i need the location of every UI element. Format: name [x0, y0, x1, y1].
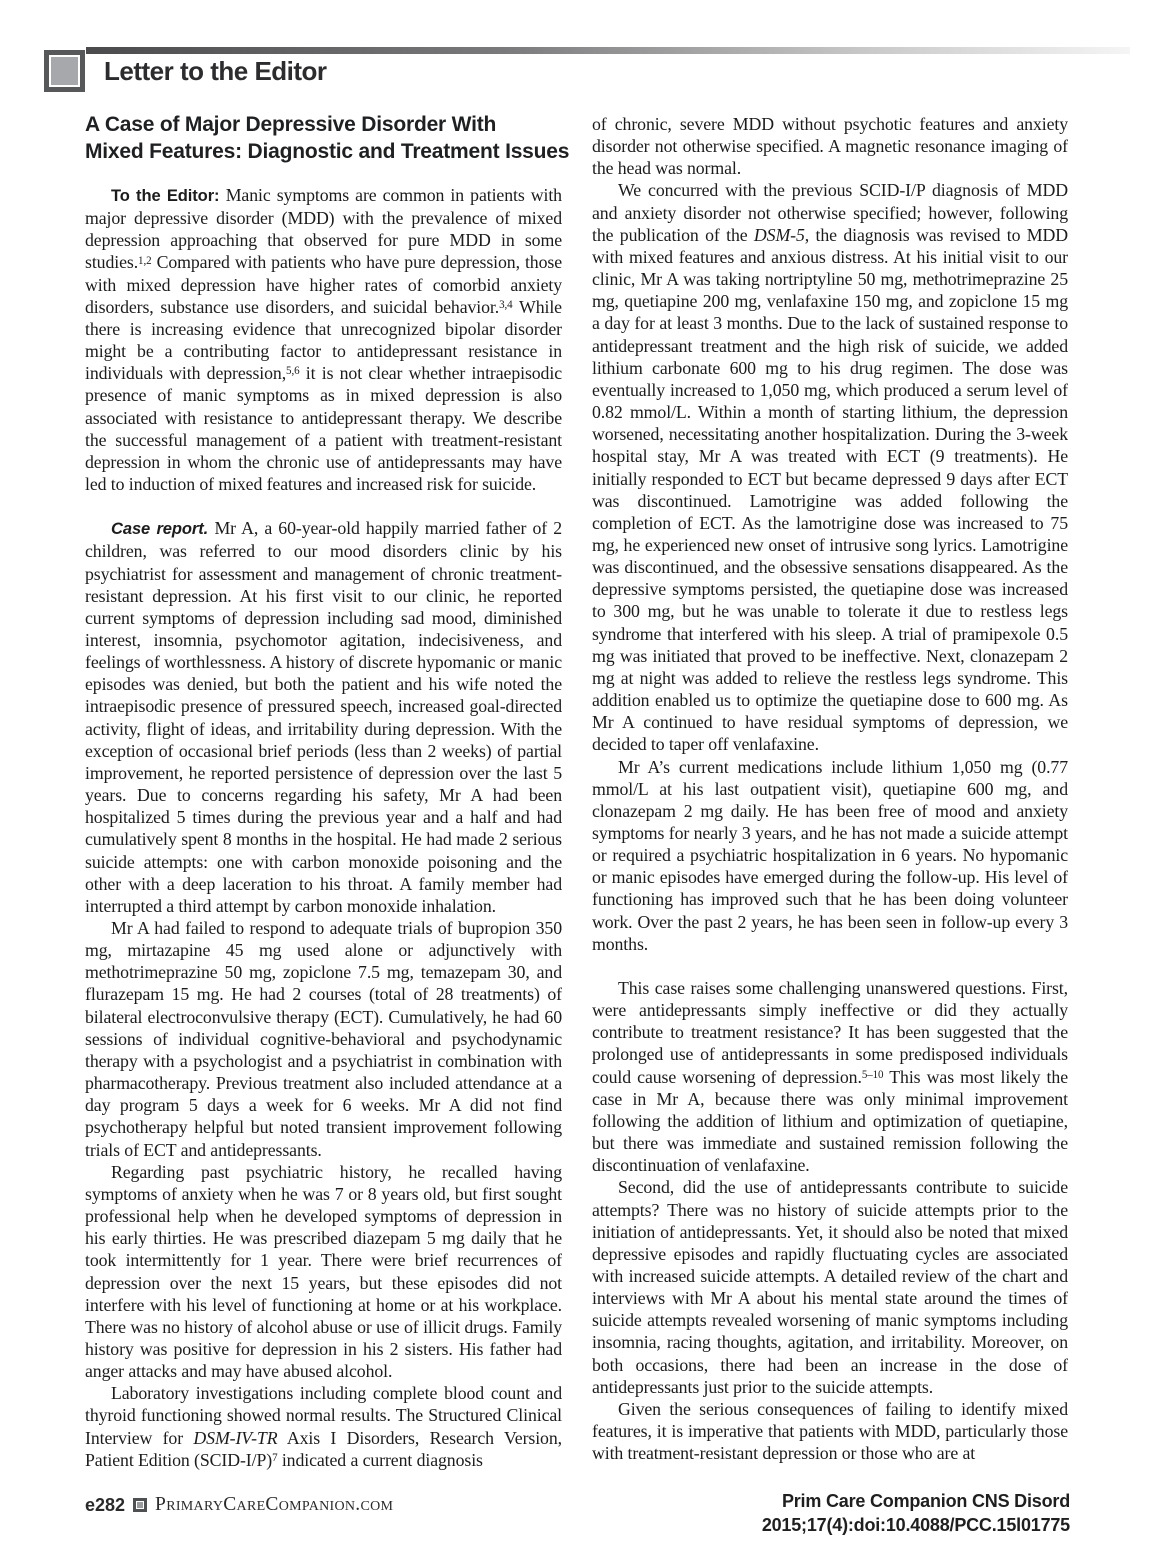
- section-marker-icon: [44, 50, 85, 92]
- reference-superscript: 7: [272, 1451, 278, 1464]
- paragraph: Mr A had failed to respond to adequate trials of bupropion 350 mg, mirtazapine 45 mg used alone or adjunctively with methotrimeprazine 50 mg, zopiclone 7.5 mg, temazepam 30, and flurazepam 15 mg. He had 2 courses (total of 28 treatments) of bilateral electroconvulsive therapy (ECT). Cumulatively, he had 60 sessions of individual cognitive-behavioral and psychodynamic therapy with a psychologist and a psychiatrist in combination with pharmacotherapy. Previous treatment also included attendance at a day program 5 days a week for 6 weeks. Mr A did not find psychotherapy helpful but noted transient improvement following trials of ECT and antidepressants.: [85, 918, 562, 1160]
- article-title-line2: Mixed Features: Diagnostic and Treatment Issues: [85, 140, 570, 163]
- reference-superscript: 1,2: [138, 254, 152, 267]
- article-title: [85, 111, 569, 165]
- paragraph: Second, did the use of antidepressants contribute to suicide attempts? There was no history of suicide attempts prior to the initiation of antidepressants. Yet, it should also be noted that mixed depressive episodes and rapidly fluctuating cycles are associated with increased suicide attempts. A detailed review of the chart and interviews with Mr A about his mental state around the times of suicide attempts revealed worsening of manic symptoms including insomnia, racing thoughts, agitation, and irritability. Moreover, on both occasions, there had been an increase in the dose of antidepressants just prior to the suicide attempts.: [592, 1177, 1068, 1397]
- section-label: Letter to the Editor: [104, 56, 327, 86]
- column-right: [592, 113, 1068, 1478]
- paragraph: Given the serious consequences of failing to identify mixed features, it is imperative that patients with MDD, particularly those with treatment-resistant depression or those who are at: [592, 1398, 1068, 1464]
- paragraph: Mr A’s current medications include lithium 1,050 mg (0.77 mmol/L at his last outpatient visit), quetiapine 600 mg, and clonazepam 2 mg daily. He has been free of mood and anxiety symptoms for nearly 3 years, and he has not made a suicide attempt or required a psychiatric hospitalization in 6 years. No hypomanic or manic episodes have emerged during the follow-up. His level of functioning has improved such that he has been doing volunteer work. Over the past 2 years, he has been seen in follow-up every 3 months.: [592, 756, 1068, 954]
- reference-superscript: 5–10: [861, 1068, 884, 1081]
- column-left: [85, 184, 562, 1478]
- footer-left: [85, 1494, 393, 1516]
- footer-right: [762, 1491, 1070, 1536]
- journal-website: PrimaryCareCompanion.com: [155, 1494, 394, 1515]
- paragraph: Regarding past psychiatric history, he recalled having symptoms of anxiety when he was 7 or 8 years old, but first sought professional help when he developed symptoms of depression in his early thirties. He was prescribed diazepam 5 mg daily that he took intermittently for 1 year. There were brief recurrences of depression over the next 15 years, but these episodes did not interfere with his level of functioning at home or at his workplace. There was no history of alcohol abuse or use of illicit drugs. Family history was positive for depression in his 2 sisters. His father had anger attacks and may have abused alcohol.: [85, 1161, 562, 1382]
- footer-marker-icon: [133, 1498, 147, 1512]
- paragraph: This case raises some challenging unanswered questions. First, were antidepressants simply ineffective or did they actually contribute to treatment resistance? It has been suggested that the prolonged use of antidepressants in some predisposed individuals could cause worsening of depression.$^{5-10}$ This was most likely the case in Mr A, because there was only minimal improvement following the addition of lithium and optimization of quetiapine, but there was immediate and sustained remission following the discontinuation of venlafaxine.: [592, 977, 1068, 1176]
- reference-superscript: 3,4: [499, 298, 513, 311]
- paragraph: Laboratory investigations including complete blood count and thyroid functioning showed normal results. The Structured Clinical Interview for DSM-IV-TR Axis I Disorders, Research Version, Patient Edition (SCID-I/P)$^7$ indicated a current diagnosis: [85, 1383, 562, 1470]
- paragraph: To the Editor: Manic symptoms are common in patients with major depressive disorder (MDD) with the prevalence of mixed depression approaching that observed for pure MDD in some studies.$^{1,2}$ Compared with patients who have pure depression, those with mixed depression have higher rates of comorbid anxiety disorders, substance use disorders, and suicidal behavior.$^{3,4}$ While there is increasing evidence that unrecognized bipolar disorder might be a contributing factor to antidepressant resistance in individuals with depression,$^{5,6}$ it is not clear whether intraepisodic presence of manic symptoms as in mixed depression is also associated with resistance to antidepressant therapy. We describe the successful management of a patient with treatment-resistant depression in whom the chronic use of antidepressants may have led to induction of mixed features and increased risk for suicide.: [85, 185, 562, 495]
- paragraph: Case report. Mr A, a 60-year-old happily married father of 2 children, was referred to our mood disorders clinic by his psychiatrist for assessment and management of chronic treatment-resistant depression. At his first visit to our clinic, he reported current symptoms of depression including sad mood, diminished interest, insomnia, psychomotor agitation, indecisiveness, and feelings of worthlessness. A history of discrete hypomanic or manic episodes was denied, but both the patient and his wife noted the intraepisodic presence of pressured speech, increased goal-directed activity, flight of ideas, and irritability during depression. With the exception of occasional brief periods (less than 2 weeks) of partial improvement, he reported persistence of depression over the last 5 years. Due to concerns regarding his safety, Mr A had been hospitalized 5 times during the previous year and a half and had cumulatively spent 8 months in the hospital. He had made 2 serious suicide attempts: one with carbon monoxide poisoning and the other with a deep laceration to his throat. A family member had interrupted a third attempt by carbon monoxide inhalation.: [85, 518, 562, 916]
- reference-superscript: 5,6: [286, 365, 300, 378]
- article-title-line1: A Case of Major Depressive Disorder With: [85, 113, 497, 136]
- paragraph: We concurred with the previous SCID-I/P diagnosis of MDD and anxiety disorder not otherwise specified; however, following the publication of the DSM-5, the diagnosis was revised to MDD with mixed features and anxious distress. At his initial visit to our clinic, Mr A was taking nortriptyline 50 mg, methotrimeprazine 25 mg, quetiapine 200 mg, venlafaxine 150 mg, and zopiclone 15 mg a day for at least 3 months. Due to the lack of sustained response to antidepressant treatment and the high risk of suicide, we added lithium carbonate 600 mg to his drug regimen. The dose was eventually increased to 1,050 mg, which produced a serum level of 0.82 mmol/L. Within a month of starting lithium, the depression worsened, necessitating another hospitalization. During the 3-week hospital stay, Mr A was treated with ECT (9 treatments). He initially responded to ECT but became depressed 9 days after ECT was discontinued. Lamotrigine was added following the completion of ECT. As the lamotrigine dose was increased to 75 mg, he experienced new onset of intrusive song lyrics. Lamotrigine was discontinued, and the obsessive sensations disappeared. As the depressive symptoms persisted, the quetiapine dose was increased to 300 mg, but he was unable to tolerate it due to restless legs syndrome that interfered with his sleep. A trial of pramipexole 0.5 mg was initiated that proved to be ineffective. Next, clonazepam 2 mg at night was added to relieve the restless legs syndrome. This addition enabled us to optimize the quetiapine dose to 600 mg. As Mr A continued to have residual symptoms of depression, we decided to taper off venlafaxine.: [592, 180, 1068, 755]
- paragraph: of chronic, severe MDD without psychotic features and anxiety disorder not otherwise specified. A magnetic resonance imaging of the head was normal.: [592, 114, 1068, 179]
- journal-name: Prim Care Companion CNS Disord: [781, 1491, 1070, 1511]
- page-number: e282: [85, 1494, 126, 1515]
- header-rule: [86, 47, 1130, 54]
- citation-doi: 2015;17(4):doi:10.4088/PCC.15l01775: [761, 1515, 1070, 1535]
